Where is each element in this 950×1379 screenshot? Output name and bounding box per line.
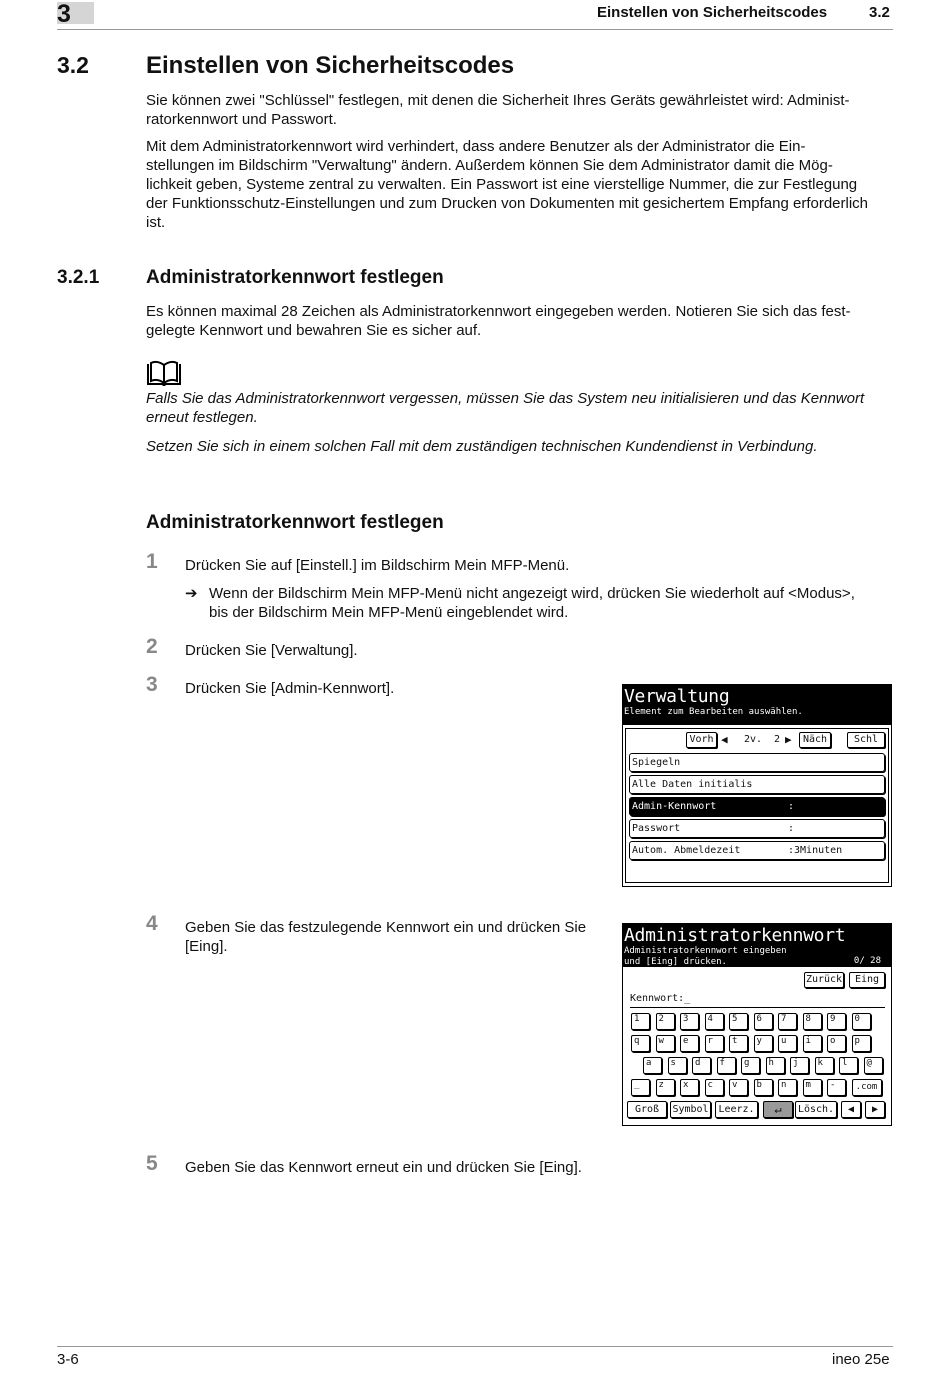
footer-divider [57, 1346, 893, 1347]
menu-item-passwort[interactable] [629, 819, 885, 838]
text-line: der Funktionsschutz-Einstellungen und zum Drucken von Dokumenten mit gesichertem Empfang erforderlich [146, 195, 869, 212]
key-row2-5[interactable]: y [754, 1035, 773, 1052]
key-row1-4[interactable]: 5 [729, 1013, 748, 1030]
next-button[interactable]: Näch [799, 732, 831, 748]
key-row3-7[interactable]: k [815, 1057, 834, 1074]
key-row4-6[interactable]: n [778, 1079, 797, 1096]
key-row4-4[interactable]: v [729, 1079, 748, 1096]
key-row1-9[interactable]: 0 [852, 1013, 871, 1030]
key-row1-3[interactable]: 4 [705, 1013, 724, 1030]
back-button[interactable]: Zurück [804, 972, 844, 988]
page-number: 3-6 [57, 1351, 79, 1368]
header-divider [57, 29, 893, 30]
key-row2-8[interactable]: o [827, 1035, 846, 1052]
key-row2-0[interactable]: q [631, 1035, 650, 1052]
arrow-icon: ➔ [185, 585, 198, 602]
text-line: lichkeit geben, Systeme zentral zu verwalten. Ein Passwort ist eine vierstellige Nummer, die zur Festlegung [146, 176, 858, 193]
key-row3-6[interactable]: j [790, 1057, 809, 1074]
key-row2-1[interactable]: w [656, 1035, 675, 1052]
key-row3-3[interactable]: f [717, 1057, 736, 1074]
section-paragraph-2 [146, 137, 894, 232]
key-row3-9[interactable]: @ [864, 1057, 883, 1074]
key-row1-5[interactable]: 6 [754, 1013, 773, 1030]
menu-item-label: Admin-Kennwort [632, 801, 717, 812]
text-line: Wenn der Bildschirm Mein MFP-Menü nicht angezeigt wird, drücken Sie wiederholt auf <Modus>, [209, 585, 855, 602]
key-row2-3[interactable]: r [705, 1035, 724, 1052]
key-row4-3[interactable]: c [705, 1079, 724, 1096]
text-line: ratorkennwort und Passwort. [146, 111, 337, 128]
text-line: [Eing]. [185, 938, 228, 955]
admin-password-screen [622, 923, 892, 1126]
menu-item-admin-kennwort[interactable] [629, 797, 885, 816]
next-arrow-icon: ▶ [785, 733, 792, 746]
key-row4-7[interactable]: m [803, 1079, 822, 1096]
character-counter: 0/ 28 [853, 956, 881, 966]
step-5-text: Geben Sie das Kennwort erneut ein und drücken Sie [Eing]. [185, 1159, 582, 1176]
key-row1-8[interactable]: 9 [827, 1013, 846, 1030]
password-field[interactable]: Kennwort:_ [630, 993, 691, 1004]
text-line: bis der Bildschirm Mein MFP-Menü eingeblendet wird. [209, 604, 569, 621]
section-number: 3.2 [57, 52, 89, 78]
key-row2-6[interactable]: u [778, 1035, 797, 1052]
screen-instruction-2: und [Eing] drücken. [624, 957, 727, 967]
key-row3-1[interactable]: s [668, 1057, 687, 1074]
key-row1-6[interactable]: 7 [778, 1013, 797, 1030]
running-header-title: Einstellen von Sicherheitscodes [597, 4, 828, 21]
space-key[interactable]: Leerz. [715, 1101, 758, 1118]
enter-button[interactable]: Eing [849, 972, 885, 988]
key-row1-7[interactable]: 8 [803, 1013, 822, 1030]
text-line: gelegte Kennwort und bewahren Sie es sicher auf. [146, 322, 482, 339]
key-row4-1[interactable]: z [656, 1079, 675, 1096]
step-4-text [185, 918, 610, 956]
running-header-section: 3.2 [869, 4, 890, 21]
section-paragraph-1 [146, 91, 894, 129]
screen-header [623, 685, 891, 725]
subsection-paragraph [146, 302, 894, 340]
key-row3-4[interactable]: g [741, 1057, 760, 1074]
menu-item-value: : [788, 801, 795, 812]
prev-arrow-icon: ◀ [721, 733, 728, 746]
key-row1-2[interactable]: 3 [680, 1013, 699, 1030]
key-row2-7[interactable]: i [803, 1035, 822, 1052]
product-name: ineo 25e [832, 1351, 890, 1368]
close-button[interactable]: Schl [847, 732, 885, 748]
section-title: Einstellen von Sicherheitscodes [146, 52, 515, 79]
screen-title: Administratorkennwort [624, 925, 846, 946]
subsection-title: Administratorkennwort festlegen [146, 267, 444, 288]
step-1-hint [209, 584, 894, 622]
page-indicator: 2v. [744, 734, 763, 745]
key-row4-2[interactable]: x [680, 1079, 699, 1096]
screen-subtitle: Element zum Bearbeiten auswählen. [624, 707, 803, 717]
key-row3-8[interactable]: l [839, 1057, 858, 1074]
screen-header [623, 924, 891, 967]
menu-item-value: : [788, 823, 795, 834]
key-row4-5[interactable]: b [754, 1079, 773, 1096]
note-text-1 [146, 389, 894, 427]
text-line: erneut festlegen. [146, 409, 258, 426]
key-row1-1[interactable]: 2 [656, 1013, 675, 1030]
step-3-number: 3 [146, 673, 158, 696]
step-3-text: Drücken Sie [Admin-Kennwort]. [185, 680, 395, 697]
shift-key[interactable]: Groß [627, 1101, 667, 1118]
cursor-right-key[interactable]: ▶ [865, 1101, 885, 1118]
key-row2-9[interactable]: p [852, 1035, 871, 1052]
menu-item-label: Autom. Abmeldezeit [632, 845, 741, 856]
cursor-left-key[interactable]: ◀ [841, 1101, 861, 1118]
menu-item-label: Passwort [632, 823, 681, 834]
key-row4-9[interactable]: .com [852, 1079, 882, 1096]
chapter-number: 3 [57, 0, 71, 28]
menu-item-alle-daten[interactable] [629, 775, 885, 794]
verwaltung-screen [622, 684, 892, 887]
prev-button[interactable]: Vorh [686, 732, 717, 748]
menu-item-value: :3Minuten [788, 845, 843, 856]
text-line: ist. [146, 214, 166, 231]
text-line: Es können maximal 28 Zeichen als Administratorkennwort eingegeben werden. Notieren Sie sich das fest- [146, 303, 851, 320]
field-underline [630, 1007, 885, 1008]
screen-title: Verwaltung [624, 686, 730, 707]
key-row1-0[interactable]: 1 [631, 1013, 650, 1030]
menu-item-label: Alle Daten initialis [632, 779, 753, 790]
key-row2-4[interactable]: t [729, 1035, 748, 1052]
symbol-key[interactable]: Symbol [670, 1101, 711, 1118]
delete-key[interactable]: Lösch. [795, 1101, 837, 1118]
key-row3-5[interactable]: h [766, 1057, 785, 1074]
key-row2-2[interactable]: e [680, 1035, 699, 1052]
menu-item-spiegeln[interactable] [629, 753, 885, 772]
key-row4-8[interactable]: - [827, 1079, 846, 1096]
text-line: Mit dem Administratorkennwort wird verhindert, dass andere Benutzer als der Administrator die Ein- [146, 138, 806, 155]
menu-panel [625, 728, 889, 883]
enter-key-icon[interactable]: ↵ [763, 1101, 793, 1118]
note-text-2: Setzen Sie sich in einem solchen Fall mit dem zuständigen technischen Kundendienst in Verbindung. [146, 438, 818, 455]
key-row3-2[interactable]: d [692, 1057, 711, 1074]
step-1-text: Drücken Sie auf [Einstell.] im Bildschirm Mein MFP-Menü. [185, 557, 570, 574]
subsection-number: 3.2.1 [57, 267, 100, 288]
step-2-number: 2 [146, 635, 158, 658]
step-4-number: 4 [146, 912, 158, 935]
key-row4-0[interactable]: _ [631, 1079, 650, 1096]
key-row3-0[interactable]: a [643, 1057, 662, 1074]
screen-instruction-1: Administratorkennwort eingeben [624, 946, 787, 956]
menu-item-abmeldezeit[interactable] [629, 841, 885, 860]
procedure-title: Administratorkennwort festlegen [146, 512, 444, 533]
text-line: Sie können zwei "Schlüssel" festlegen, mit denen die Sicherheit Ihres Geräts gewährleistet wird: Administ- [146, 92, 850, 109]
text-line: Geben Sie das festzulegende Kennwort ein und drücken Sie [185, 919, 587, 936]
step-5-number: 5 [146, 1152, 158, 1175]
menu-item-label: Spiegeln [632, 757, 681, 768]
step-1-number: 1 [146, 550, 158, 573]
text-line: stellungen im Bildschirm "Verwaltung" ändern. Außerdem können Sie dem Administrator damit die Mög- [146, 157, 833, 174]
step-2-text: Drücken Sie [Verwaltung]. [185, 642, 358, 659]
page-total: 2 [774, 734, 781, 745]
book-icon [146, 360, 182, 388]
text-line: Falls Sie das Administratorkennwort vergessen, müssen Sie das System neu initialisieren und das Kennwort [146, 390, 865, 407]
